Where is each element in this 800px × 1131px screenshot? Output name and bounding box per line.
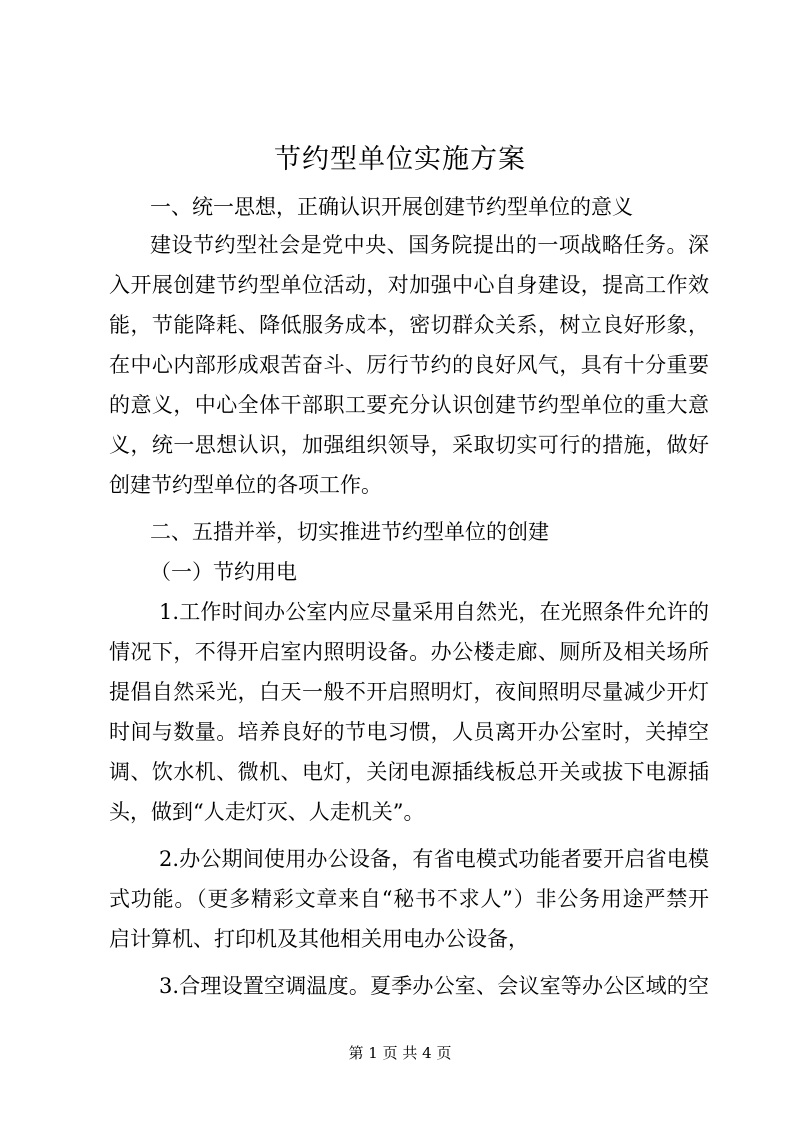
paragraph-line: 能，节能降耗、降低服务成本，密切群众关系，树立良好形象， xyxy=(109,313,709,337)
paragraph-line: 3.合理设置空调温度。夏季办公室、会议室等办公区域的空 xyxy=(159,974,709,998)
paragraph-line: 的意义，中心全体干部职工要充分认识创建节约型单位的重大意 xyxy=(109,393,709,417)
paragraph-line: 调、饮水机、微机、电灯，关闭电源插线板总开关或拔下电源插 xyxy=(109,760,709,784)
paragraph-line: 式功能。（更多精彩文章来自“秘书不求人”）非公务用途严禁开 xyxy=(109,887,709,911)
paragraph-line: 入开展创建节约型单位活动，对加强中心自身建设，提高工作效 xyxy=(109,273,709,297)
paragraph-line: 启计算机、打印机及其他相关用电办公设备， xyxy=(109,927,529,951)
paragraph-line: 时间与数量。培养良好的节电习惯，人员离开办公室时，关掉空 xyxy=(109,720,709,744)
subheading-electricity: （一）节约用电 xyxy=(150,560,297,584)
paragraph-line: 情况下，不得开启室内照明设备。办公楼走廊、厕所及相关场所 xyxy=(109,640,709,664)
paragraph-line: 在中心内部形成艰苦奋斗、厉行节约的良好风气，具有十分重要 xyxy=(109,353,709,377)
paragraph-line: 建设节约型社会是党中央、国务院提出的一项战略任务。深 xyxy=(150,233,709,257)
paragraph-line: 提倡自然采光，白天一般不开启照明灯，夜间照明尽量减少开灯 xyxy=(109,680,709,704)
heading-section-1: 一、统一思想，正确认识开展创建节约型单位的意义 xyxy=(150,195,633,219)
paragraph-line: 1.工作时间办公室内应尽量采用自然光，在光照条件允许的 xyxy=(159,600,709,624)
paragraph-line: 2.办公期间使用办公设备，有省电模式功能者要开启省电模 xyxy=(159,847,709,871)
paragraph-line: 头，做到“人走灯灭、人走机关”。 xyxy=(109,800,425,824)
document-title: 节约型单位实施方案 xyxy=(274,144,526,175)
heading-section-2: 二、五措并举，切实推进节约型单位的创建 xyxy=(150,520,549,544)
page-footer: 第 1 页 共 4 页 xyxy=(348,1044,452,1062)
paragraph-line: 义，统一思想认识，加强组织领导，采取切实可行的措施，做好 xyxy=(109,433,709,457)
paragraph-line: 创建节约型单位的各项工作。 xyxy=(109,473,382,497)
